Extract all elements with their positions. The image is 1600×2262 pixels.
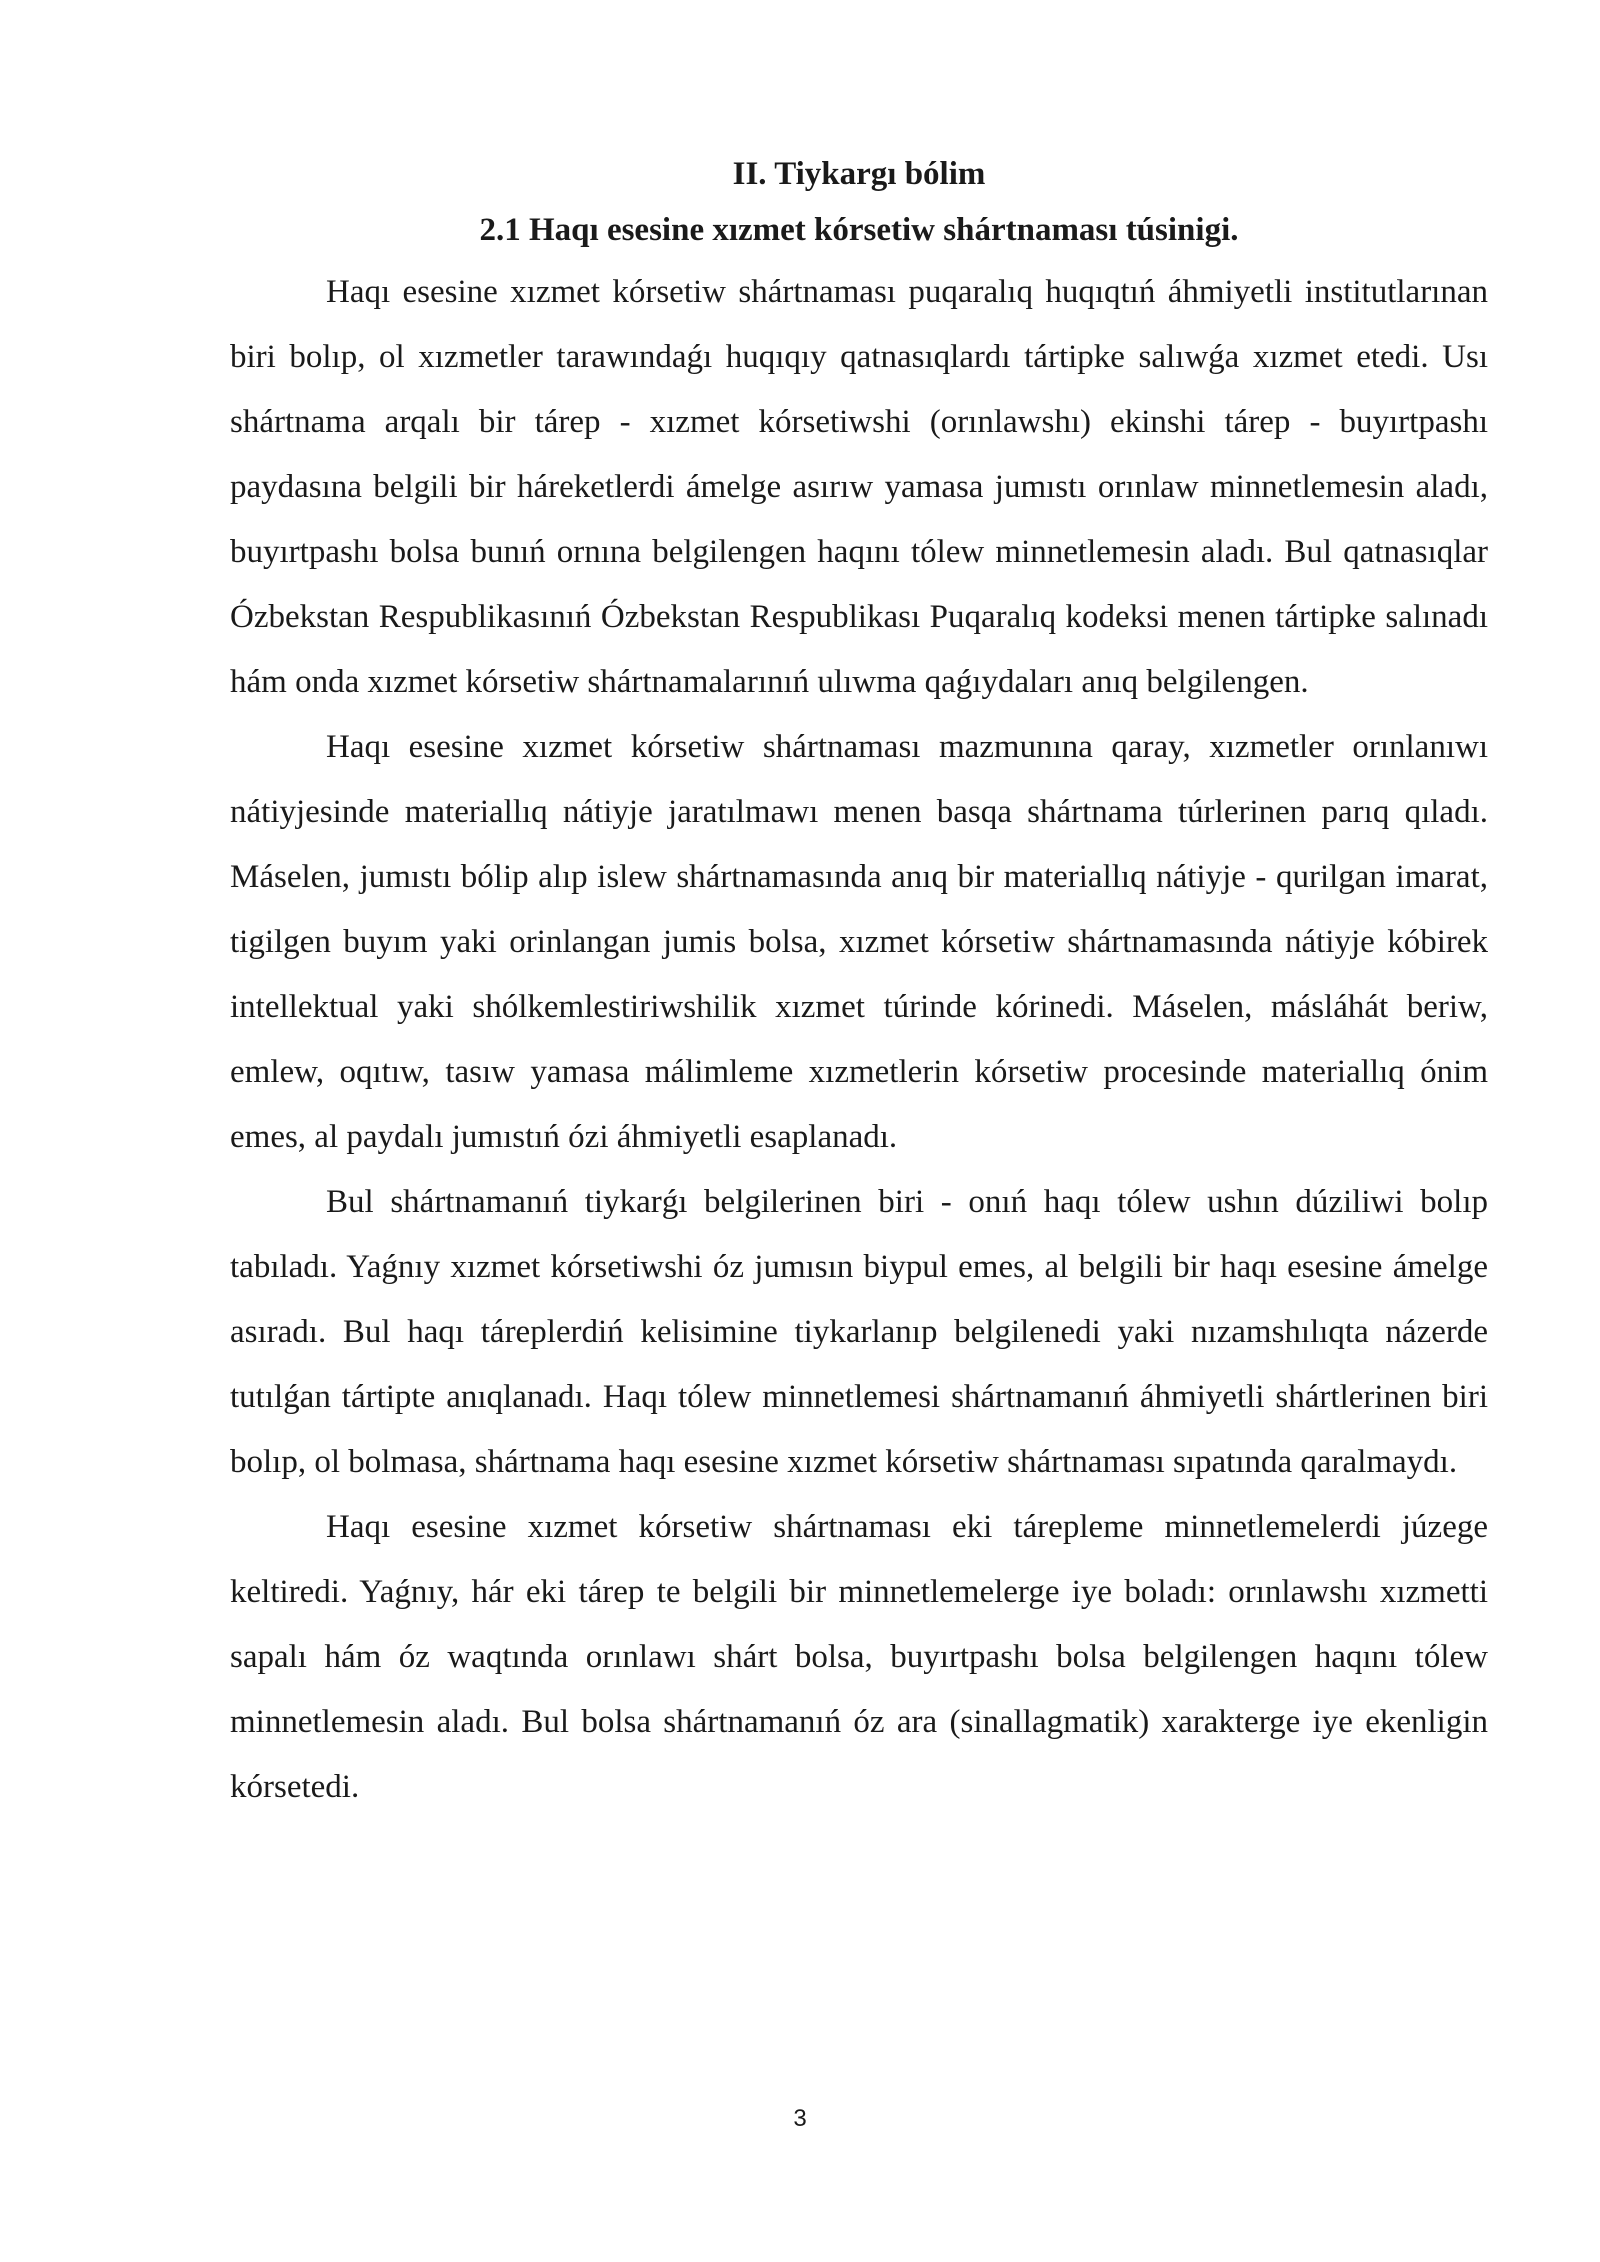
page-content — [230, 148, 1488, 1820]
paragraph-1: Haqı esesine xızmet kórsetiw shártnaması puqaralıq huqıqtıń áhmiyetli institutlarınan biri bolıp, ol xızmetler tarawındaǵı huqıqıy qatnasıqlardı tártipke salıwǵa xızmet etedi. Usı shártnama arqalı bir tárep - xızmet kórsetiwshi (orınlawshı) ekinshi tárep - buyırtpashı paydasına belgili bir háreketlerdi ámelge asırıw yamasa jumıstı orınlaw minnetlemesin aladı, buyırtpashı bolsa bunıń ornına belgilengen haqını tólew minnetlemesin aladı. Bul qatnasıqlar Ózbekstan Respublikasınıń Ózbekstan Respublikası Puqaralıq kodeksi menen tártipke salınadı hám onda xızmet kórsetiw shártnamalarınıń ulıwma qaǵıydaları anıq belgilengen. — [230, 274, 1488, 700]
paragraph-3: Bul shártnamanıń tiykarǵı belgilerinen biri - onıń haqı tólew ushın dúziliwi bolıp tabıladı. Yaǵnıy xızmet kórsetiwshi óz jumısın biypul emes, al belgili bir haqı esesine ámelge asıradı. Bul haqı táreplerdiń kelisimine tiykarlanıp belgilenedi yaki nızamshılıqta názerde tutılǵan tártipte anıqlanadı. Haqı tólew minnetlemesi shártnamanıń áhmiyetli shártlerinen biri bolıp, ol bolmasa, shártnama haqı esesine xızmet kórsetiw shártnaması sıpatında qaralmaydı. — [230, 1184, 1488, 1480]
section-title: II. Tiykargı bólim — [732, 156, 986, 192]
paragraph-4: Haqı esesine xızmet kórsetiw shártnaması eki tárepleme minnetlemelerdi júzege keltiredi. Yaǵnıy, hár eki tárep te belgili bir minnetlemelerge iye boladı: orınlawshı xızmetti sapalı hám óz waqtında orınlawı shárt bolsa, buyırtpashı bolsa belgilengen haqını tólew minnetlemesin aladı. Bul bolsa shártnamanıń óz ara (sinallagmatik) xarakterge iye ekenligin kórsetedi. — [230, 1509, 1488, 1805]
paragraph-2: Haqı esesine xızmet kórsetiw shártnaması mazmunına qaray, xızmetler orınlanıwı nátiyjesinde materiallıq nátiyje jaratılmawı menen basqa shártnama túrlerinen parıq qıladı. Máselen, jumıstı bólip alıp islew shártnamasında anıq bir materiallıq nátiyje - qurilgan imarat, tigilgen buyım yaki orinlangan jumis bolsa, xızmet kórsetiw shártnamasında nátiyje kóbirek intellektual yaki shólkemlestiriwshilik xızmet túrinde kórinedi. Máselen, másláhát beriw, emlew, oqıtıw, tasıw yamasa málimleme xızmetlerin kórsetiw procesinde materiallıq ónim emes, al paydalı jumıstıń ózi áhmiyetli esaplanadı. — [230, 729, 1488, 1155]
page-number: 3 — [793, 2105, 807, 2132]
subsection-title: 2.1 Haqı esesine xızmet kórsetiw shártnaması túsinigi. — [479, 212, 1239, 248]
